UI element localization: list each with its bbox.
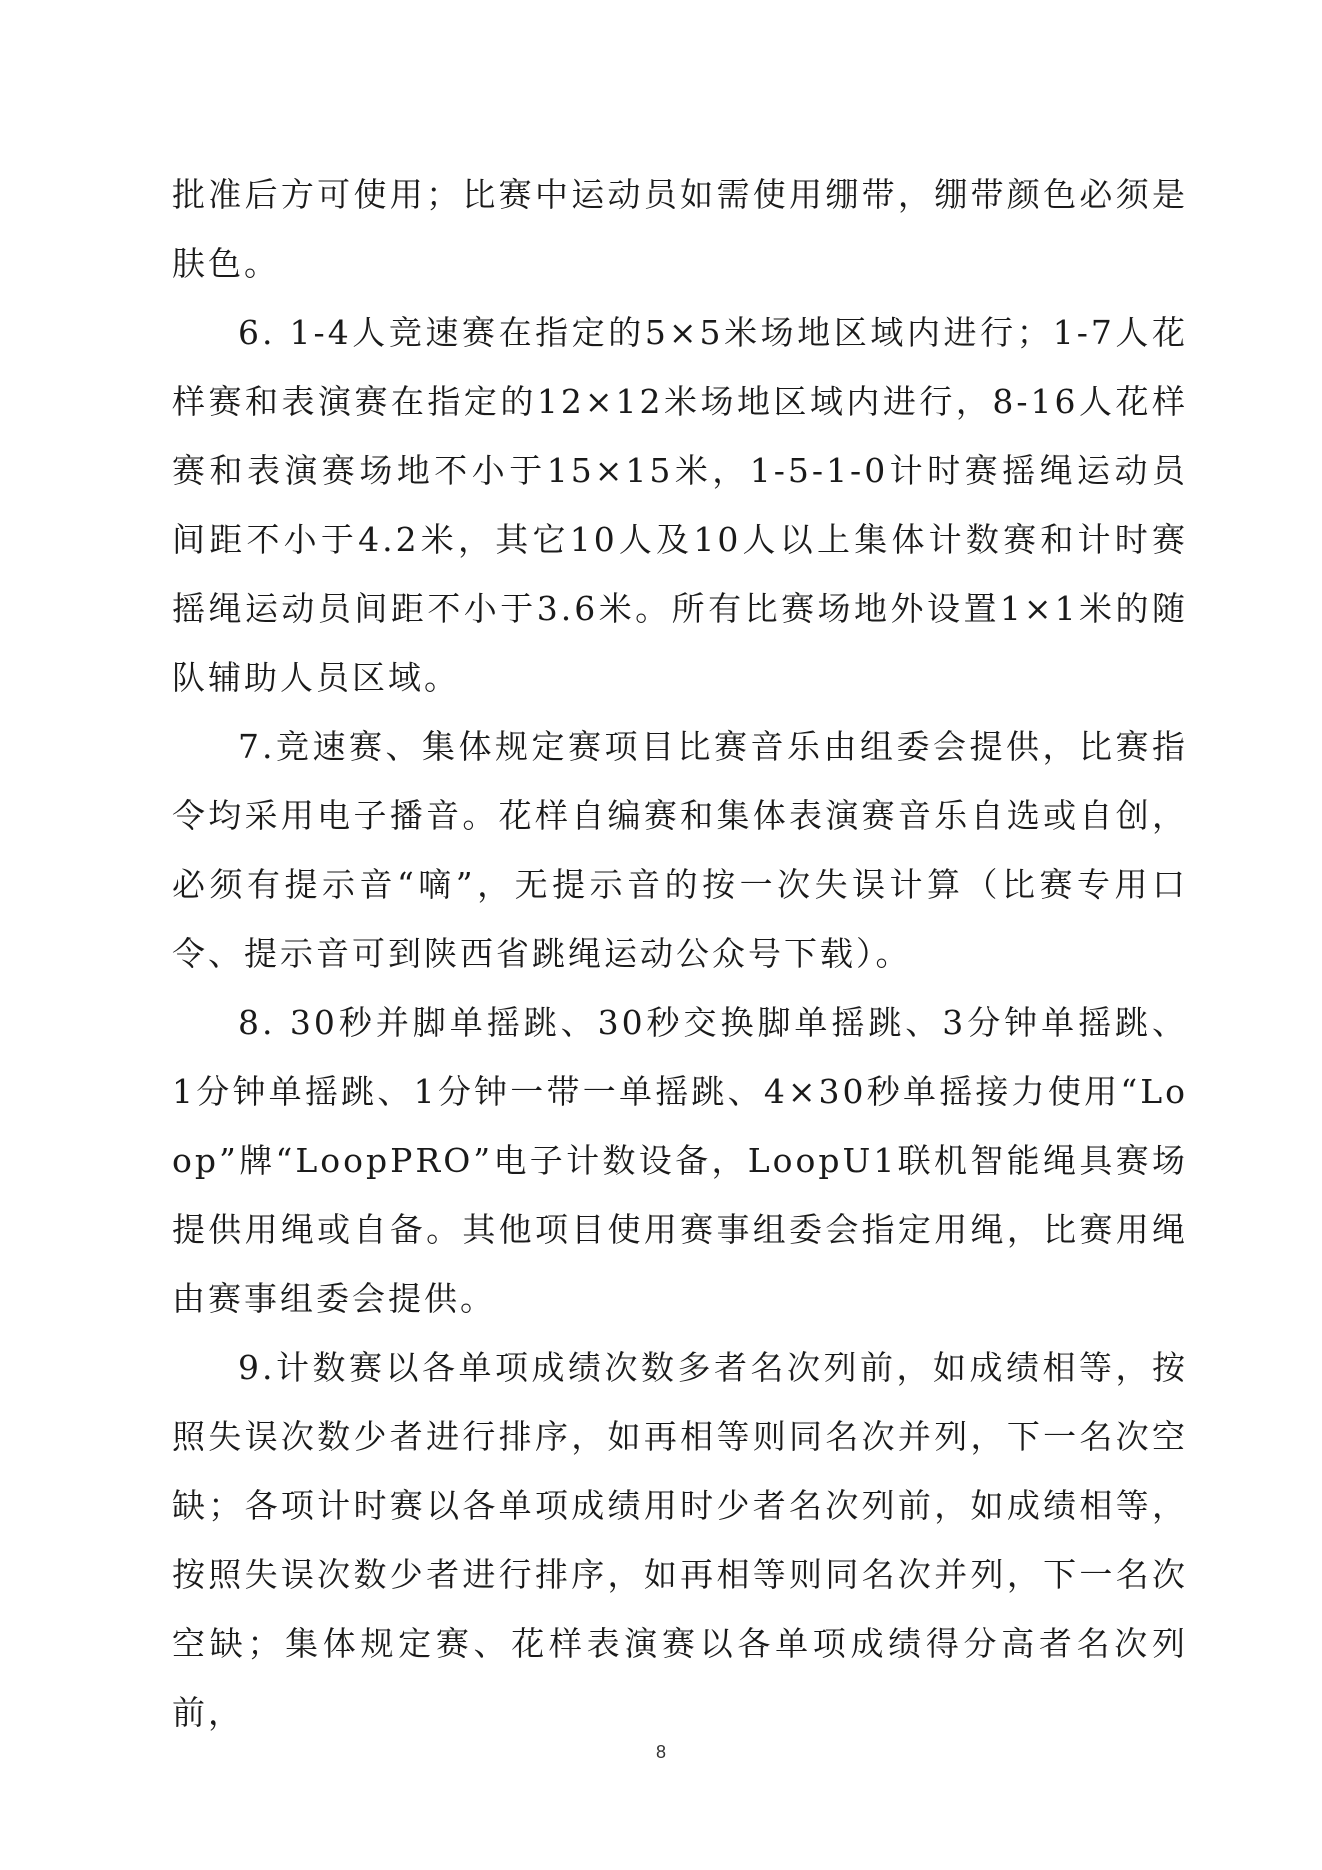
document-body — [172, 160, 1188, 1747]
paragraph-item-8: 8. 30秒并脚单摇跳、30秒交换脚单摇跳、3分钟单摇跳、1分钟单摇跳、1分钟一带一单摇跳、4×30秒单摇接力使用“Loop”牌“LoopPRO”电子计数设备，LoopU1联机智能绳具赛场提供用绳或自备。其他项目使用赛事组委会指定用绳，比赛用绳由赛事组委会提供。 — [172, 1003, 1188, 1318]
paragraph-item-6: 6. 1-4人竞速赛在指定的5×5米场地区域内进行；1-7人花样赛和表演赛在指定的12×12米场地区域内进行，8-16人花样赛和表演赛场地不小于15×15米，1-5-1-0计时赛摇绳运动员间距不小于4.2米，其它10人及10人以上集体计数赛和计时赛摇绳运动员间距不小于3.6米。所有比赛场地外设置1×1米的随队辅助人员区域。 — [172, 313, 1188, 697]
page-number: 8 — [655, 1742, 666, 1762]
paragraph-item-7: 7.竞速赛、集体规定赛项目比赛音乐由组委会提供，比赛指令均采用电子播音。花样自编赛和集体表演赛音乐自选或自创，必须有提示音“嘀”，无提示音的按一次失误计算（比赛专用口令、提示音可到陕西省跳绳运动公众号下载）。 — [172, 727, 1188, 973]
paragraph-item-9: 9.计数赛以各单项成绩次数多者名次列前，如成绩相等，按照失误次数少者进行排序，如再相等则同名次并列，下一名次空缺；各项计时赛以各单项成绩用时少者名次列前，如成绩相等，按照失误次数少者进行排序，如再相等则同名次并列，下一名次空缺；集体规定赛、花样表演赛以各单项成绩得分高者名次列前， — [172, 1348, 1188, 1732]
paragraph-continuation: 批准后方可使用；比赛中运动员如需使用绷带，绷带颜色必须是肤色。 — [172, 175, 1188, 283]
